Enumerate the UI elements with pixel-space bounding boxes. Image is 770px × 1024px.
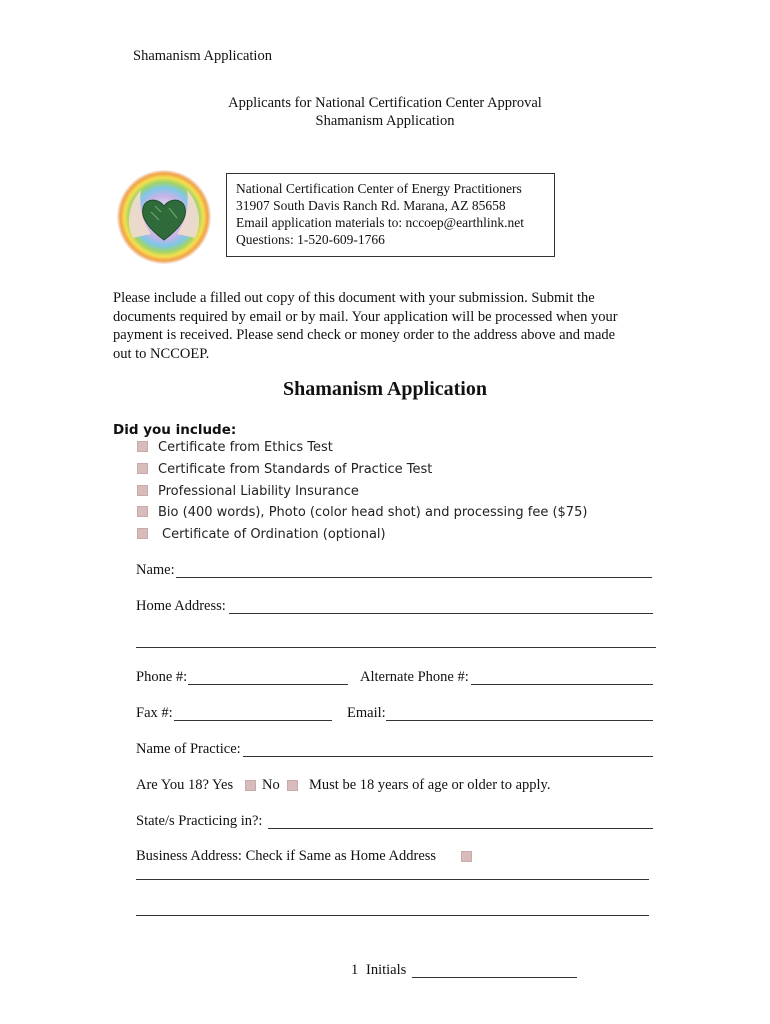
age-requirement-note: Must be 18 years of age or older to apply. [309, 777, 551, 793]
instructions-line: Please include a filled out copy of this document with your submission. Submit the [113, 290, 595, 306]
states-field[interactable] [268, 828, 653, 829]
age-no-checkbox[interactable] [287, 780, 298, 791]
contact-address: 31907 South Davis Ranch Rd. Marana, AZ 85658 [236, 198, 506, 213]
fax-field[interactable] [174, 720, 332, 721]
instructions-paragraph [113, 289, 673, 363]
contact-email: Email application materials to: nccoep@earthlink.net [236, 215, 524, 230]
age-question-label: Are You 18? Yes [136, 777, 234, 793]
running-title: Shamanism Application [133, 48, 272, 64]
contact-info-box [226, 173, 555, 257]
logo-image [115, 168, 213, 266]
age-yes-checkbox[interactable] [245, 780, 256, 791]
business-address-label: Business Address: Check if Same as Home Address [136, 848, 437, 864]
form-title: Shamanism Application [283, 378, 487, 400]
checklist-heading: Did you include: [113, 422, 237, 438]
phone-label: Phone #: [136, 669, 188, 685]
business-address-line-2-field[interactable] [136, 915, 649, 916]
practice-label: Name of Practice: [136, 741, 241, 757]
checklist-item: Bio (400 words), Photo (color head shot) and processing fee ($75) [158, 505, 588, 520]
alt-phone-field[interactable] [471, 684, 653, 685]
email-field[interactable] [386, 720, 653, 721]
checklist-checkbox[interactable] [137, 463, 148, 474]
practice-field[interactable] [243, 756, 653, 757]
checklist-item: Certificate from Ethics Test [158, 440, 333, 455]
contact-org-name: National Certification Center of Energy Practitioners [236, 181, 522, 196]
home-address-label: Home Address: [136, 598, 226, 614]
home-address-line-2-field[interactable] [136, 647, 656, 648]
checklist-item: Certificate from Standards of Practice Test [158, 462, 433, 477]
subtitle-line-1: Applicants for National Certification Center Approval [228, 95, 542, 111]
home-address-field[interactable] [229, 613, 653, 614]
contact-phone: Questions: 1-520-609-1766 [236, 232, 385, 247]
checklist-checkbox[interactable] [137, 506, 148, 517]
checklist-item: Certificate of Ordination (optional) [162, 527, 386, 542]
alt-phone-label: Alternate Phone #: [360, 669, 469, 685]
checklist-checkbox[interactable] [137, 485, 148, 496]
fax-label: Fax #: [136, 705, 173, 721]
checklist-checkbox[interactable] [137, 528, 148, 539]
subtitle-line-2: Shamanism Application [315, 113, 455, 129]
phone-field[interactable] [188, 684, 348, 685]
instructions-line: documents required by email or by mail. Your application will be processed when your [113, 308, 618, 325]
states-label: State/s Practicing in?: [136, 813, 263, 829]
initials-field[interactable] [412, 977, 577, 978]
email-label: Email: [347, 705, 386, 721]
name-field[interactable] [176, 577, 652, 578]
initials-label: Initials [366, 962, 407, 978]
same-as-home-checkbox[interactable] [461, 851, 472, 862]
instructions-line: payment is received. Please send check or money order to the address above and made [113, 327, 616, 343]
name-label: Name: [136, 562, 175, 578]
checklist-checkbox[interactable] [137, 441, 148, 452]
business-address-field[interactable] [136, 879, 649, 880]
age-no-label: No [262, 777, 280, 793]
page-number: 1 [351, 962, 359, 978]
instructions-line: out to NCCOEP. [113, 345, 210, 362]
checklist-item: Professional Liability Insurance [158, 484, 359, 499]
